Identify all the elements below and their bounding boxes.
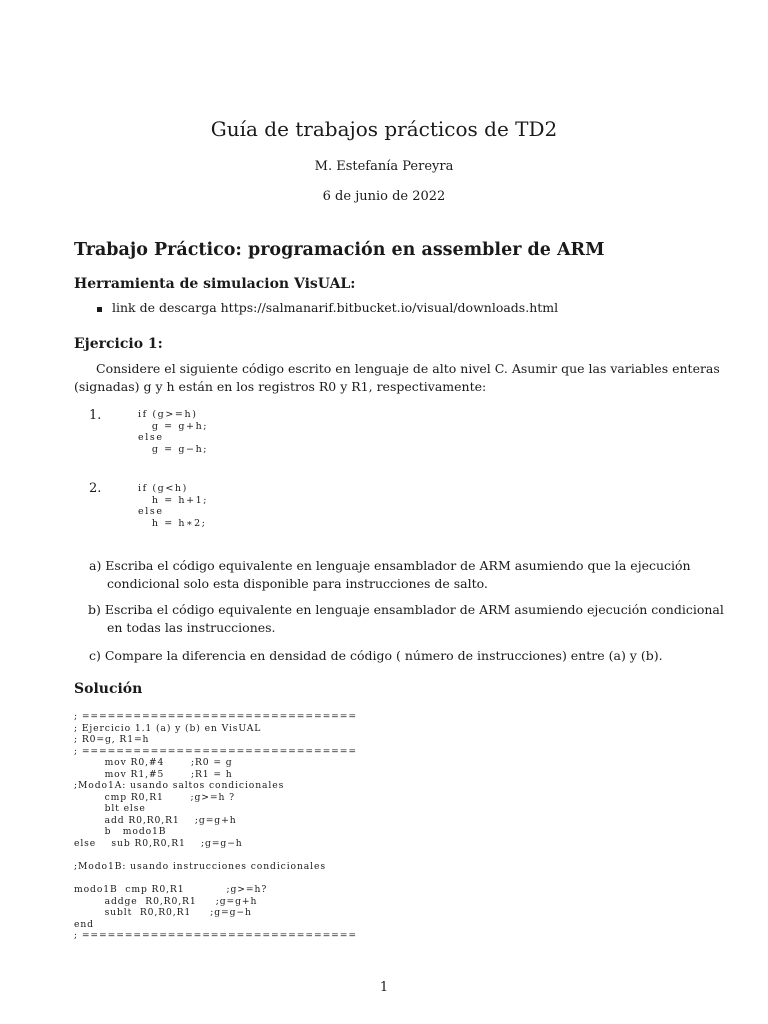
item-b-line-2: en todas las instrucciones. bbox=[107, 620, 276, 635]
enum-label-2: 2. bbox=[89, 481, 102, 496]
subsection-heading: Herramienta de simulacion VisUAL: bbox=[74, 276, 356, 292]
c-code-block-2: if (g<h) h = h+1; else h = h∗2; bbox=[138, 483, 209, 530]
document-date: 6 de junio de 2022 bbox=[322, 189, 446, 204]
exercise-intro-line-1: Considere el siguiente código escrito en lenguaje de alto nivel C. Asumir que las variables enteras bbox=[96, 361, 720, 376]
item-a-line-2: condicional solo esta disponible para instrucciones de salto. bbox=[107, 576, 488, 591]
exercise-intro-line-2: (signadas) g y h están en los registros R0 y R1, respectivamente: bbox=[74, 379, 487, 394]
page-number: 1 bbox=[379, 980, 389, 995]
item-b-line-1: b) Escriba el código equivalente en lenguaje ensamblador de ARM asumiendo ejecución condicional bbox=[88, 602, 724, 617]
assembly-code-block: ; ================================ ; Ejercicio 1.1 (a) y (b) en VisUAL ; R0=g, R1=h ; ================================ mov R0,#4 ;R0 = g mov R1,#5 ;R1 = h ;Modo1A: usando saltos condicionales cmp R0,R1 ;g>=h ? blt else add R0,R0,R1 ;g=g+h b modo1B else sub R0,R0,R1 ;g=g−h ;Modo1B: usando instrucciones condicionales modo1B cmp R0,R1 ;g>=h? addge R0,R0,R1 ;g=g+h sublt R0,R0,R1 ;g=g−h end ; ================================ bbox=[74, 711, 357, 942]
download-link-text: link de descarga https://salmanarif.bitbucket.io/visual/downloads.html bbox=[112, 300, 559, 315]
document-title: Guía de trabajos prácticos de TD2 bbox=[210, 117, 558, 141]
document-author: M. Estefanía Pereyra bbox=[314, 159, 454, 174]
item-a-line-1: a) Escriba el código equivalente en lenguaje ensamblador de ARM asumiendo que la ejecución bbox=[89, 558, 691, 573]
item-c: c) Compare la diferencia en densidad de código ( número de instrucciones) entre (a) y (b). bbox=[89, 648, 663, 663]
bullet-square-icon bbox=[97, 307, 102, 312]
exercise-heading: Ejercicio 1: bbox=[74, 336, 163, 352]
section-heading: Trabajo Práctico: programación en assembler de ARM bbox=[74, 240, 605, 260]
c-code-block-1: if (g>=h) g = g+h; else g = g−h; bbox=[138, 409, 209, 456]
solution-heading: Solución bbox=[74, 681, 143, 697]
enum-label-1: 1. bbox=[89, 408, 102, 423]
